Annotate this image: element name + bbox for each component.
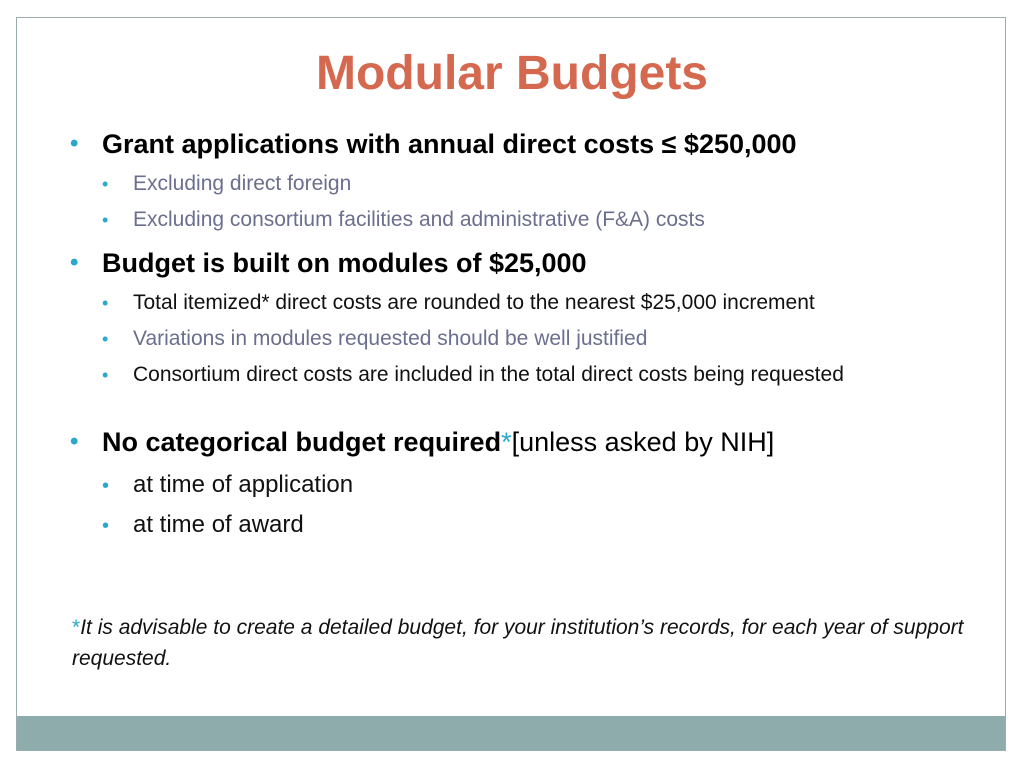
bullet-text: Grant applications with annual direct costs ≤ $250,000 <box>102 129 797 159</box>
bullet-dot-icon: • <box>70 428 79 455</box>
sub-bullet-time-of-award <box>102 510 304 540</box>
asterisk-marker: * <box>501 427 512 457</box>
bullet-suffix: [unless asked by NIH] <box>511 427 775 457</box>
sub-bullet-variations <box>102 326 648 352</box>
bullet-dot-icon: • <box>102 329 109 349</box>
sub-bullet-text: Consortium direct costs are included in the total direct costs being requested <box>133 363 844 386</box>
sub-bullet-text: at time of application <box>133 471 354 498</box>
bullet-dot-icon: • <box>102 293 109 313</box>
bullet-grant-applications <box>70 127 797 161</box>
bullet-budget-modules <box>70 246 587 280</box>
sub-bullet-text: Variations in modules requested should be well justified <box>133 327 648 350</box>
sub-bullet-text: Total itemized* direct costs are rounded to the nearest $25,000 increment <box>133 291 815 314</box>
sub-bullet-text: Excluding consortium facilities and administrative (F&A) costs <box>133 208 705 231</box>
sub-bullet-time-of-application <box>102 470 354 500</box>
bullet-no-categorical-budget <box>70 425 775 459</box>
footer-band <box>17 716 1005 750</box>
sub-bullet-consortium-direct <box>102 362 844 388</box>
bullet-dot-icon: • <box>102 515 110 537</box>
bullet-dot-icon: • <box>70 249 79 276</box>
bullet-dot-icon: • <box>102 210 109 230</box>
sub-bullet-excluding-consortium <box>102 207 705 233</box>
sub-bullet-text: at time of award <box>133 511 304 538</box>
bullet-dot-icon: • <box>102 475 110 497</box>
footnote-text: It is advisable to create a detailed budget, for your institution’s records, for each year of support requested. <box>72 616 964 670</box>
bullet-text: No categorical budget required <box>102 427 502 457</box>
footnote <box>72 612 1002 674</box>
sub-bullet-text: Excluding direct foreign <box>133 172 352 195</box>
bullet-dot-icon: • <box>102 365 109 385</box>
bullet-text: Budget is built on modules of $25,000 <box>102 248 587 278</box>
bullet-dot-icon: • <box>70 130 79 157</box>
sub-bullet-total-itemized <box>102 290 815 316</box>
bullet-dot-icon: • <box>102 174 109 194</box>
sub-bullet-excluding-foreign <box>102 171 352 197</box>
slide-title: Modular Budgets <box>316 47 708 100</box>
footnote-asterisk: * <box>72 616 81 639</box>
